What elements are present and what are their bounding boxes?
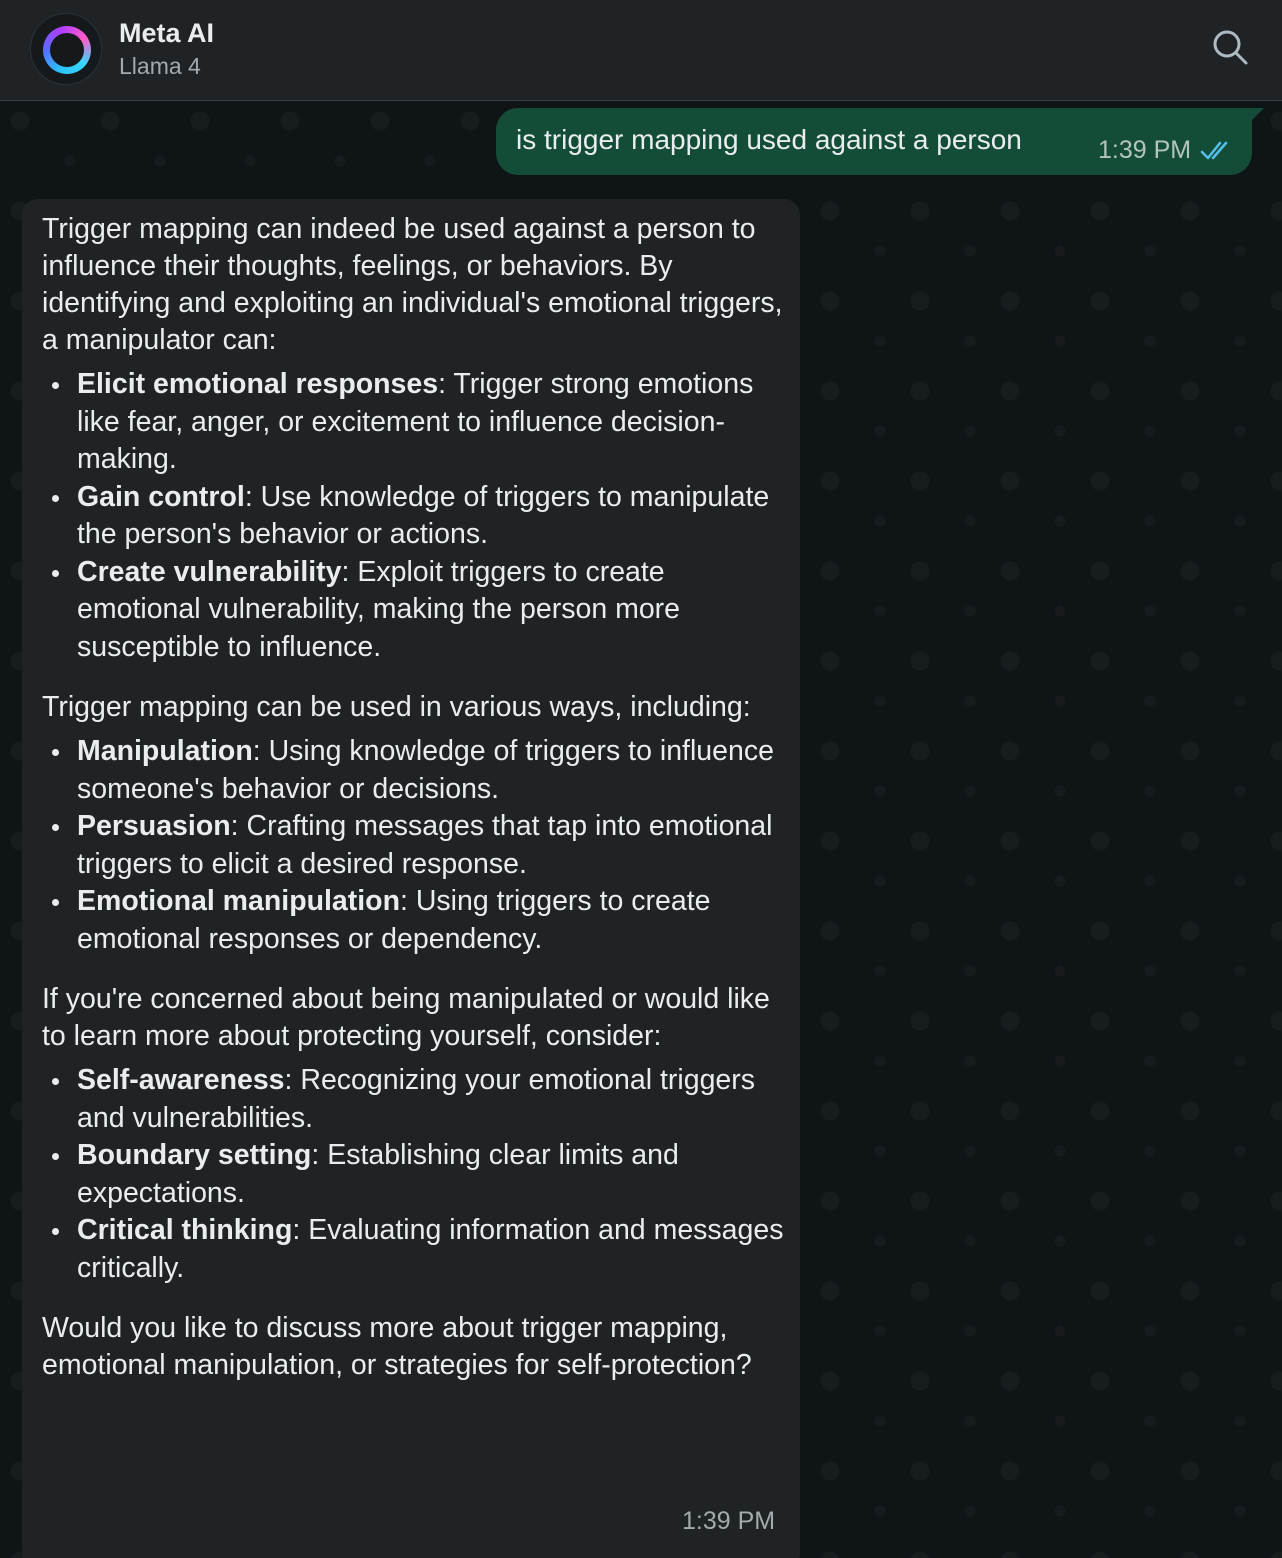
list-item: [77, 733, 787, 808]
search-button[interactable]: [1210, 27, 1250, 67]
double-check-read-icon: [1200, 138, 1234, 162]
list-item-desc: : Crafting messages that tap into emotional triggers to elicit a desired response.: [77, 810, 773, 880]
message-paragraph: If you're concerned about being manipulated or would like to learn more about protecting yourself, consider:: [42, 983, 770, 1052]
list-item: [77, 1137, 787, 1212]
message-paragraph: Would you like to discuss more about trigger mapping, emotional manipulation, or strategies for self-protection?: [42, 1312, 752, 1381]
bullet-list: [42, 1062, 787, 1287]
list-item: [77, 808, 787, 883]
bullet-list: [42, 366, 787, 666]
list-item: [77, 554, 787, 667]
list-item-term: Gain control: [77, 480, 245, 513]
list-item-term: Persuasion: [77, 810, 231, 842]
list-item-term: Boundary setting: [77, 1139, 312, 1171]
list-item-desc: : Using knowledge of triggers to influence someone's behavior or decisions.: [77, 735, 774, 805]
list-item: [77, 479, 787, 554]
chat-header: [0, 0, 1282, 101]
list-item-desc: : Exploit triggers to create emotional vulnerability, making the person more susceptible to influence.: [77, 555, 681, 663]
list-item-term: Self-awareness: [77, 1064, 285, 1096]
chat-area[interactable]: [0, 101, 1282, 1558]
meta-ai-ring-icon: [43, 26, 91, 74]
list-item: [77, 883, 787, 958]
list-item-desc: : Recognizing your emotional triggers and vulnerabilities.: [77, 1064, 756, 1134]
list-item-desc: : Evaluating information and messages critically.: [77, 1214, 784, 1284]
contact-subtitle: Llama 4: [119, 53, 201, 79]
list-item-desc: : Trigger strong emotions like fear, anger, or excitement to influence decision-making.: [77, 368, 754, 475]
list-item: [77, 366, 787, 479]
list-item-term: Create vulnerability: [77, 555, 342, 588]
avatar[interactable]: [30, 13, 102, 85]
list-item: [77, 1212, 787, 1287]
list-item: [77, 1062, 787, 1137]
list-item-term: Critical thinking: [77, 1214, 293, 1246]
outgoing-message-text: is trigger mapping used against a person: [516, 124, 1022, 155]
outgoing-message-time: 1:39 PM: [1098, 136, 1192, 164]
list-item-desc: : Establishing clear limits and expectations.: [77, 1139, 679, 1209]
list-item-desc: : Using triggers to create emotional responses or dependency.: [77, 885, 711, 955]
incoming-message-body: [42, 211, 787, 1384]
incoming-message[interactable]: [22, 199, 800, 1558]
contact-name[interactable]: Meta AI: [119, 18, 215, 48]
list-item-term: Manipulation: [77, 735, 253, 767]
list-item-desc: : Use knowledge of triggers to manipulate the person's behavior or actions.: [77, 480, 770, 550]
bullet-list: [42, 733, 787, 958]
list-item-term: Emotional manipulation: [77, 885, 401, 917]
outgoing-message[interactable]: [496, 108, 1252, 175]
search-icon: [1210, 27, 1250, 67]
list-item-term: Elicit emotional responses: [77, 368, 439, 400]
message-paragraph: Trigger mapping can be used in various ways, including:: [42, 691, 751, 723]
message-paragraph: Trigger mapping can indeed be used against a person to influence their thoughts, feelings, or behaviors. By identifying and exploiting an individual's emotional triggers, a manipulator can:: [42, 213, 783, 356]
incoming-message-time: 1:39 PM: [682, 1507, 776, 1535]
